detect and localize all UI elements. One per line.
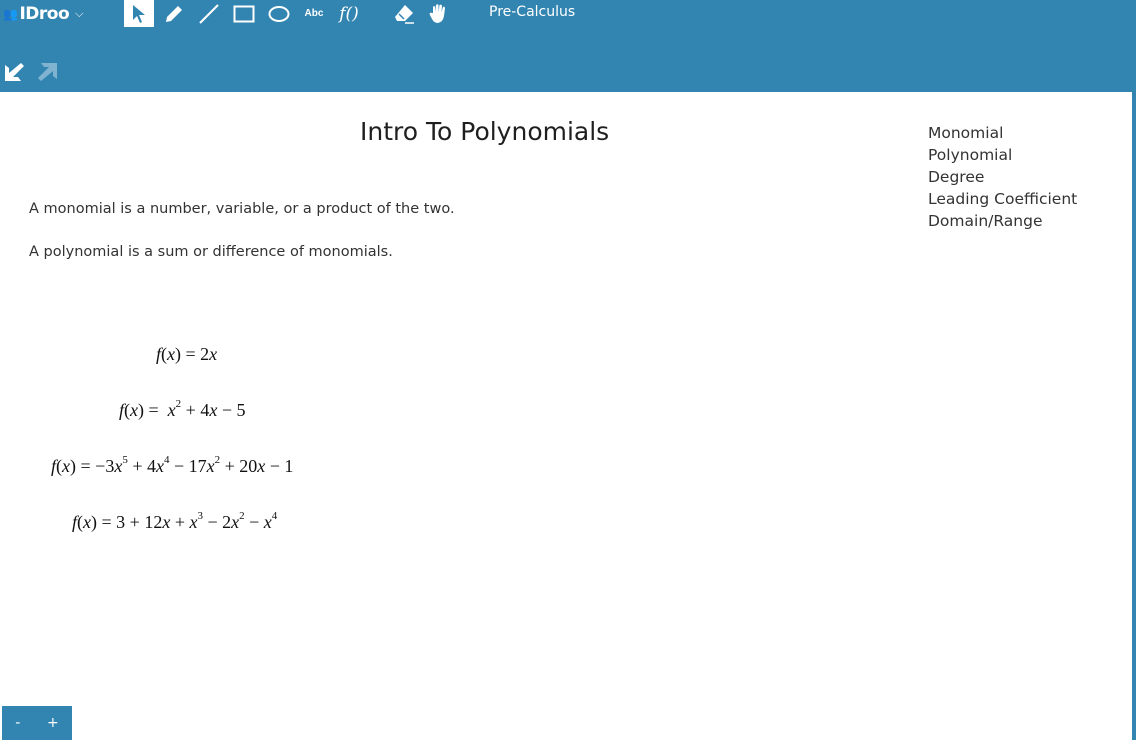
formula-tool-button[interactable]: [334, 0, 364, 27]
arrow-down-left-icon: [2, 60, 26, 84]
ellipse-tool-button[interactable]: [264, 0, 294, 27]
toolbar: [0, 0, 1136, 92]
equation-4[interactable]: $f(x) = 3 + 12x + x^3 - 2x^2 - x^4$: [72, 510, 278, 532]
brand-menu[interactable]: [3, 2, 83, 26]
chevron-down-icon: ⌵: [75, 7, 83, 20]
monomial-definition: A monomial is a number, variable, or a product of the two.: [29, 201, 455, 217]
polynomial-definition: A polynomial is a sum or difference of monomials.: [29, 244, 393, 260]
topic-monomial[interactable]: Monomial: [928, 124, 1004, 142]
people-icon: 👥: [3, 7, 18, 21]
pan-tool-button[interactable]: [424, 0, 454, 27]
page-title: Intro To Polynomials: [360, 117, 610, 146]
line-tool-button[interactable]: [194, 0, 224, 27]
pencil-icon: [164, 4, 184, 24]
equation-3[interactable]: $f(x) = -3x^5 + 4x^4 - 17x^2 + 20x - 1$: [51, 454, 294, 476]
zoom-in-button[interactable]: +: [46, 715, 59, 731]
text-tool-button[interactable]: [299, 0, 329, 27]
select-tool-button[interactable]: [124, 0, 154, 27]
equation-2[interactable]: $f(x) = x^2 + 4x - 5$: [119, 398, 246, 420]
eraser-icon: [393, 3, 415, 25]
zoom-out-button[interactable]: -: [15, 715, 21, 731]
hand-icon: [428, 3, 450, 25]
line-icon: [198, 3, 220, 25]
eraser-tool-button[interactable]: [389, 0, 419, 27]
cursor-arrow-icon: [131, 4, 147, 24]
rectangle-tool-button[interactable]: [229, 0, 259, 27]
topic-degree[interactable]: Degree: [928, 168, 985, 186]
topic-polynomial[interactable]: Polynomial: [928, 146, 1013, 164]
zoom-controls: [2, 706, 72, 740]
expand-button[interactable]: [36, 60, 60, 84]
topic-list: [928, 122, 1077, 232]
text-tool-label: Abc: [304, 8, 324, 19]
arrow-up-right-icon: [36, 60, 60, 84]
topic-domain-range[interactable]: Domain/Range: [928, 212, 1043, 230]
formula-tool-label: f(): [339, 3, 359, 24]
ellipse-icon: [268, 5, 290, 23]
scrollbar[interactable]: [1132, 92, 1136, 740]
pencil-tool-button[interactable]: [159, 0, 189, 27]
rectangle-icon: [233, 5, 255, 23]
brand-name: IDroo: [19, 4, 70, 24]
equation-1[interactable]: f(x) = 2x: [156, 344, 218, 364]
board-name[interactable]: Pre-Calculus: [489, 4, 576, 20]
topic-leading-coefficient[interactable]: Leading Coefficient: [928, 190, 1078, 208]
collapse-button[interactable]: [2, 60, 26, 84]
